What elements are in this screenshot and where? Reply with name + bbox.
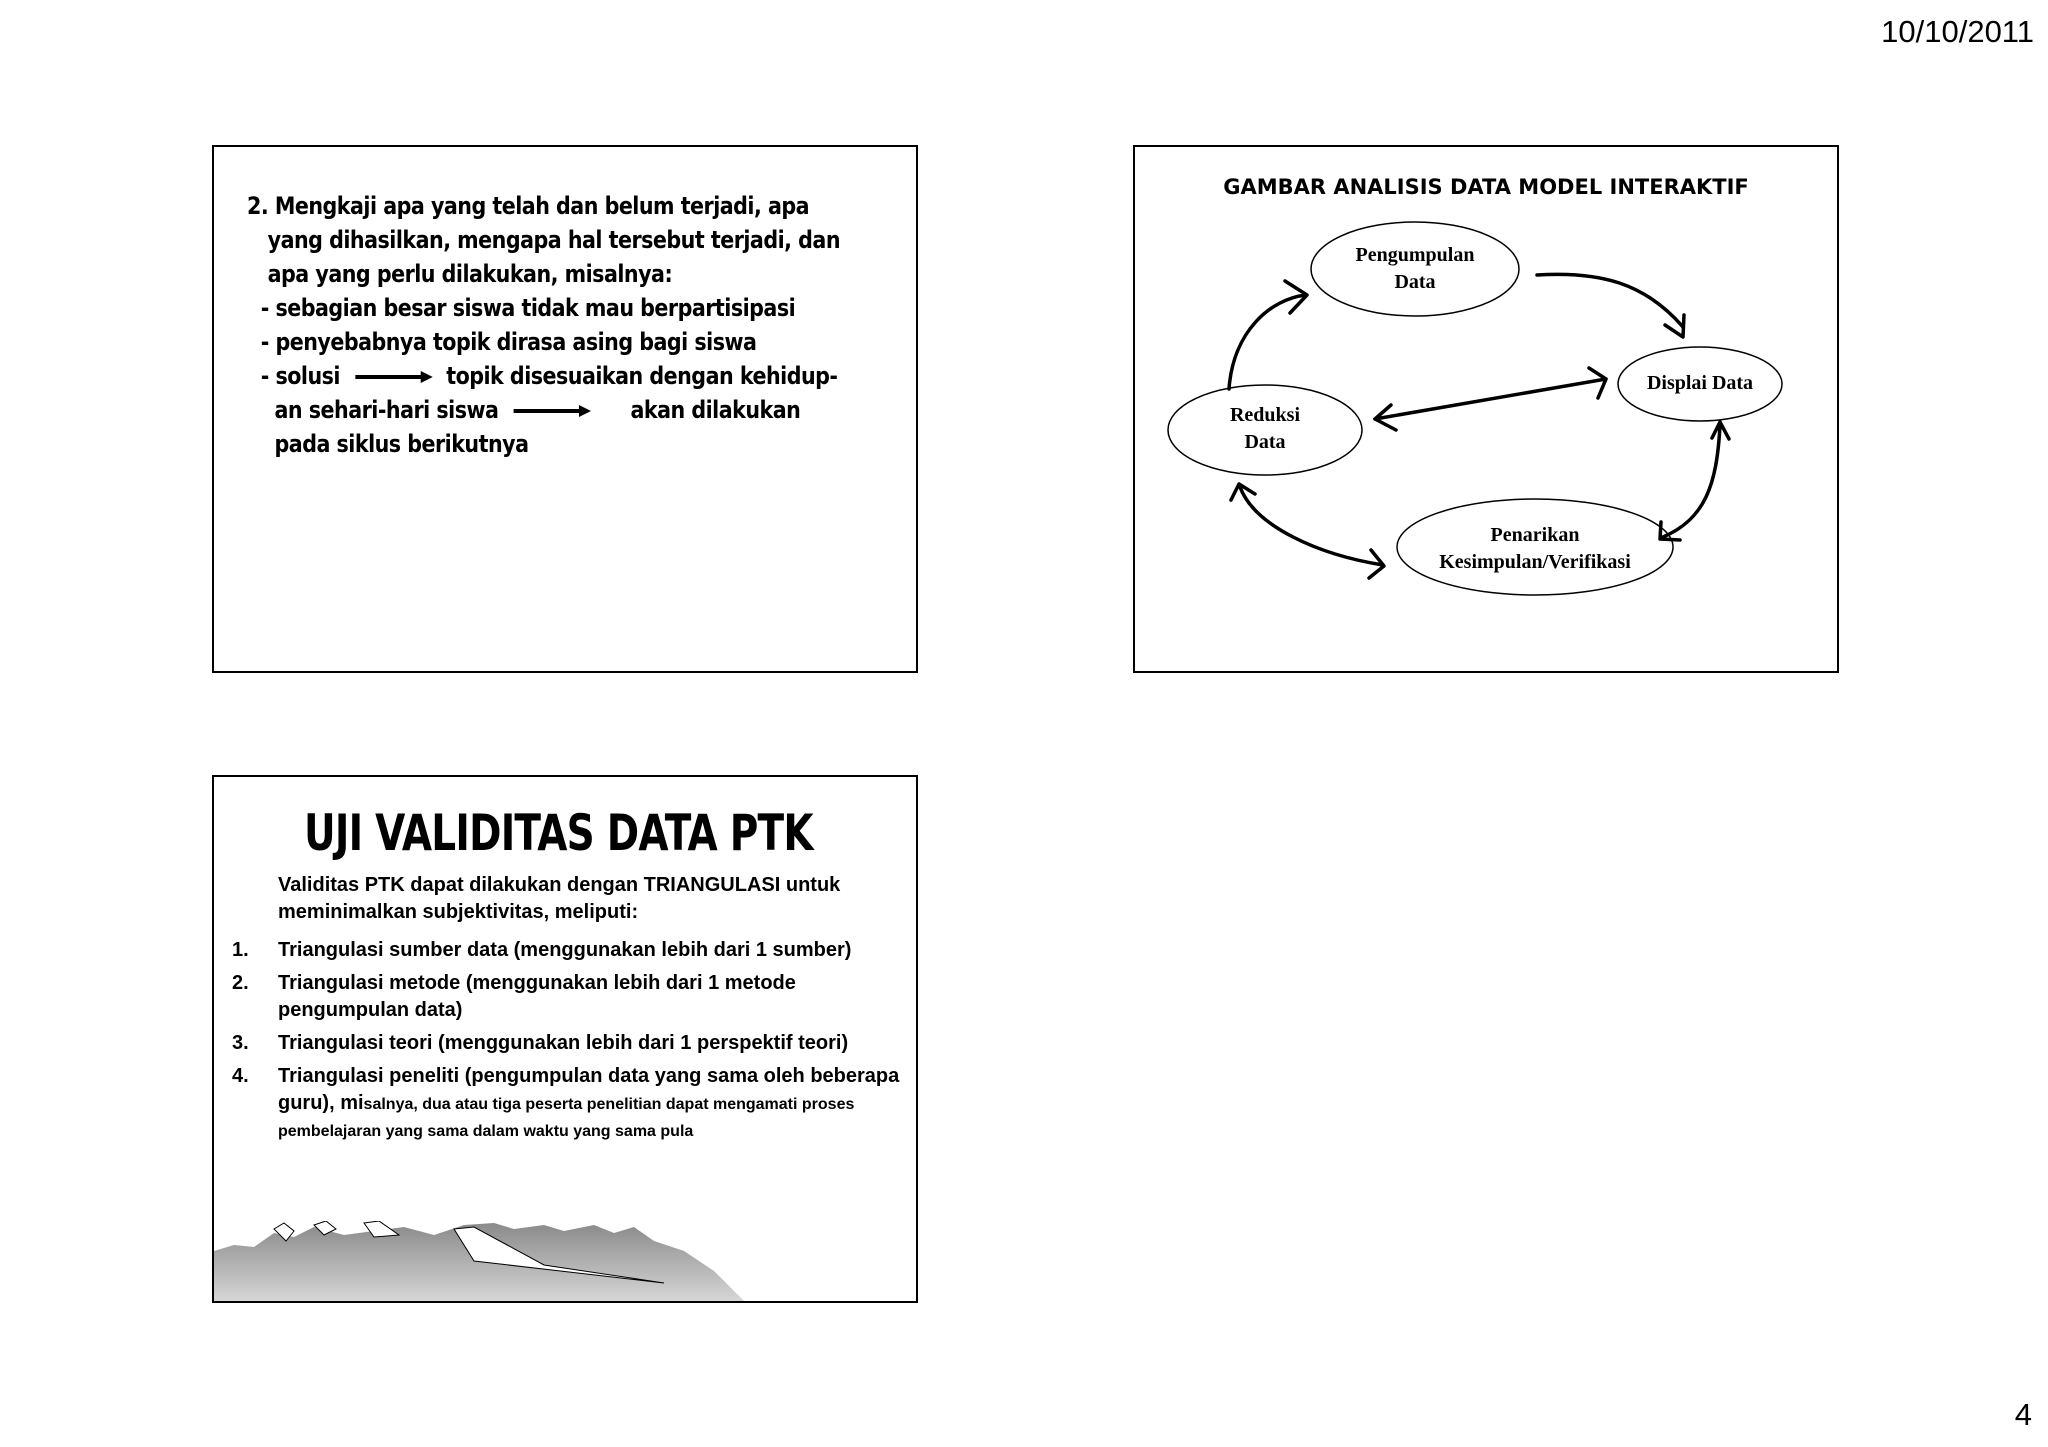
node-penarikan-label	[1395, 522, 1675, 576]
list-item	[232, 970, 912, 1024]
diagram-title: GAMBAR ANALISIS DATA MODEL INTERAKTIF	[1223, 175, 1749, 199]
slide-2	[1133, 145, 1839, 673]
arrow-displai-penarikan	[1663, 425, 1720, 537]
node-displai-line1: Displai Data	[1646, 372, 1754, 394]
node-displai-label	[1618, 370, 1782, 397]
list-item-number: 4.	[232, 1065, 249, 1087]
list-item	[232, 1030, 912, 1057]
list-item-text: Triangulasi peneliti (pengumpulan data yang sama oleh beberapa guru), mi	[278, 1065, 900, 1114]
page-number: 4	[2014, 1397, 2032, 1432]
line7-result: akan dilakukan	[630, 396, 801, 424]
list-item	[232, 937, 912, 964]
header-date: 10/10/2011	[1881, 14, 2034, 49]
list-item-number: 2.	[232, 972, 249, 994]
node-penarikan-line1: Penarikan	[1490, 524, 1580, 546]
slide-1-solusi-line	[247, 359, 838, 393]
slide-3	[212, 775, 918, 1303]
list-item-text-small: salnya, dua atau tiga peserta penelitian dapat mengamati proses pembelajaran yang sama dalam waktu yang sama pula	[278, 1096, 855, 1140]
arrow-reduksi-displai	[1375, 379, 1606, 419]
node-reduksi-line1: Reduksi	[1229, 404, 1301, 426]
node-pengumpulan-line1: Pengumpulan	[1355, 244, 1475, 266]
slide-1-line: 2. Mengkaji apa yang telah dan belum terjadi, apa	[247, 192, 810, 220]
slide-3-title: UJI VALIDITAS DATA PTK	[304, 804, 813, 862]
slide-1-line: - sebagian besar siswa tidak mau berpartisipasi	[260, 294, 796, 322]
list-item-number: 1.	[232, 939, 249, 961]
solusi-result: topik disesuaikan dengan kehidup-	[446, 362, 838, 390]
slide-1-line: apa yang perlu dilakukan, misalnya:	[267, 260, 673, 288]
slide-1-body	[247, 189, 841, 461]
list-item-text: Triangulasi sumber data (menggunakan lebih dari 1 sumber)	[278, 939, 852, 961]
slide-1	[212, 145, 918, 673]
right-arrow-icon	[354, 370, 433, 384]
slide-1-line	[247, 393, 815, 427]
slide-1-line: pada siklus berikutnya	[274, 430, 529, 458]
mountains-illustration	[214, 1221, 918, 1301]
node-pengumpulan-label	[1331, 242, 1499, 296]
node-reduksi-label	[1185, 402, 1345, 456]
node-pengumpulan-line2: Data	[1394, 271, 1436, 293]
list-item	[232, 1063, 912, 1144]
arrow-pengumpulan-displai	[1537, 274, 1683, 327]
triangulation-list	[232, 937, 912, 1150]
right-arrow-icon	[512, 404, 591, 418]
arrow-penarikan-reduksi	[1240, 487, 1383, 565]
node-penarikan-line2: Kesimpulan/Verifikasi	[1439, 551, 1631, 573]
list-item-number: 3.	[232, 1032, 249, 1054]
slide-3-intro: Validitas PTK dapat dilakukan dengan TRIANGULASI untuk meminimalkan subjektivitas, meliputi:	[278, 874, 841, 923]
list-item-text: Triangulasi metode (menggunakan lebih dari 1 metode pengumpulan data)	[278, 972, 796, 1021]
slide-1-line: - penyebabnya topik dirasa asing bagi siswa	[260, 328, 757, 356]
slide-1-line: yang dihasilkan, mengapa hal tersebut terjadi, dan	[267, 226, 841, 254]
line7-label: an sehari-hari siswa	[274, 396, 499, 424]
node-reduksi-line2: Data	[1244, 431, 1286, 453]
solusi-label: - solusi	[260, 362, 340, 390]
list-item-text: Triangulasi teori (menggunakan lebih dari 1 perspektif teori)	[278, 1032, 849, 1054]
